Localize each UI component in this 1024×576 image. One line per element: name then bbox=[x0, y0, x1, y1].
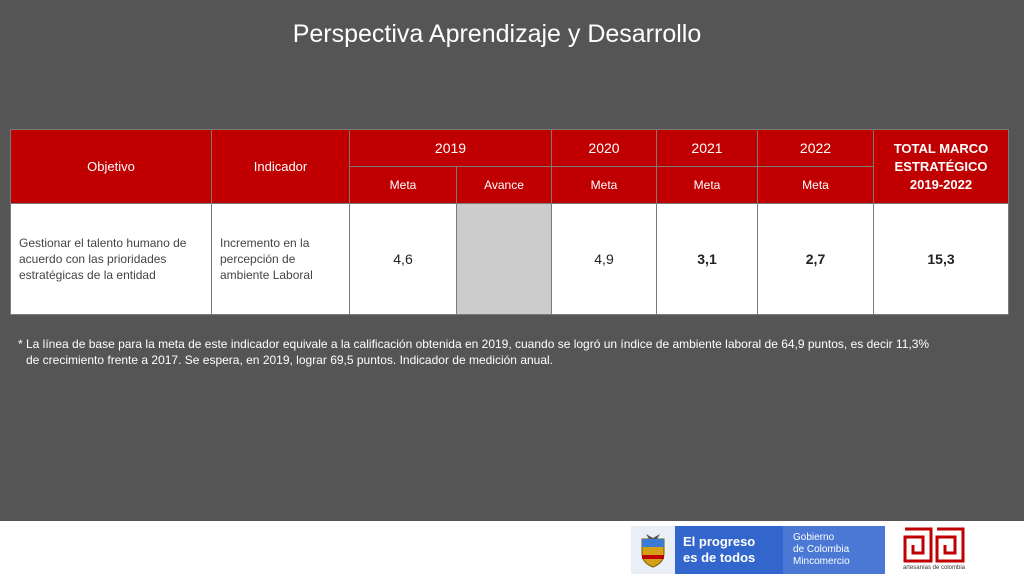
cell-indicador: Incremento en la percepción de ambiente Laboral bbox=[212, 204, 350, 315]
header-total bbox=[874, 130, 1009, 204]
header-indicador: Indicador bbox=[212, 130, 350, 204]
progreso-line1: El progreso bbox=[683, 534, 756, 549]
progreso-text bbox=[675, 526, 783, 574]
gobierno-line2: de Colombia bbox=[793, 544, 850, 555]
header-year-2021: 2021 bbox=[657, 130, 758, 167]
header-meta-2019: Meta bbox=[350, 167, 457, 204]
gobierno-text bbox=[783, 526, 885, 574]
government-logo bbox=[631, 526, 885, 574]
header-year-2020: 2020 bbox=[552, 130, 657, 167]
page-title: Perspectiva Aprendizaje y Desarrollo bbox=[292, 20, 702, 48]
header-meta-2022: Meta bbox=[758, 167, 874, 204]
strategy-table bbox=[10, 129, 1009, 315]
cell-avance-2019 bbox=[457, 204, 552, 315]
cell-objetivo: Gestionar el talento humano de acuerdo con las prioridades estratégicas de la entidad bbox=[11, 204, 212, 315]
footer-bar bbox=[0, 521, 1024, 576]
footnote bbox=[18, 336, 1008, 368]
header-total-line3: 2019-2022 bbox=[909, 176, 973, 192]
colombia-coat-of-arms-icon bbox=[631, 526, 675, 574]
header-meta-2021: Meta bbox=[657, 167, 758, 204]
progreso-line2: es de todos bbox=[683, 550, 756, 565]
artesanias-label: artesanías de colombia bbox=[902, 565, 966, 571]
header-total-line1: TOTAL MARCO bbox=[893, 140, 989, 156]
header-year-2022: 2022 bbox=[758, 130, 874, 167]
gobierno-line1: Gobierno bbox=[793, 532, 835, 543]
header-total-line2: ESTRATÉGICO bbox=[894, 158, 988, 174]
cell-meta-2022: 2,7 bbox=[758, 204, 874, 315]
artesanias-logo-icon bbox=[900, 527, 968, 573]
header-meta-2020: Meta bbox=[552, 167, 657, 204]
cell-meta-2020: 4,9 bbox=[552, 204, 657, 315]
cell-meta-2019: 4,6 bbox=[350, 204, 457, 315]
header-avance-2019: Avance bbox=[457, 167, 552, 204]
footnote-line1: * La línea de base para la meta de este indicador equivale a la calificación obtenida en 2019, cuando se logró un índice de ambiente laboral de 64,9 puntos, es decir 11,3% bbox=[18, 337, 930, 351]
cell-total: 15,3 bbox=[874, 204, 1009, 315]
header-year-2019: 2019 bbox=[350, 130, 552, 167]
header-objetivo: Objetivo bbox=[11, 130, 212, 204]
gobierno-line3: Mincomercio bbox=[793, 556, 850, 567]
table-row bbox=[11, 204, 1009, 315]
footnote-line2: de crecimiento frente a 2017. Se espera, en 2019, lograr 69,5 puntos. Indicador de medición anual. bbox=[26, 353, 554, 367]
cell-meta-2021: 3,1 bbox=[657, 204, 758, 315]
